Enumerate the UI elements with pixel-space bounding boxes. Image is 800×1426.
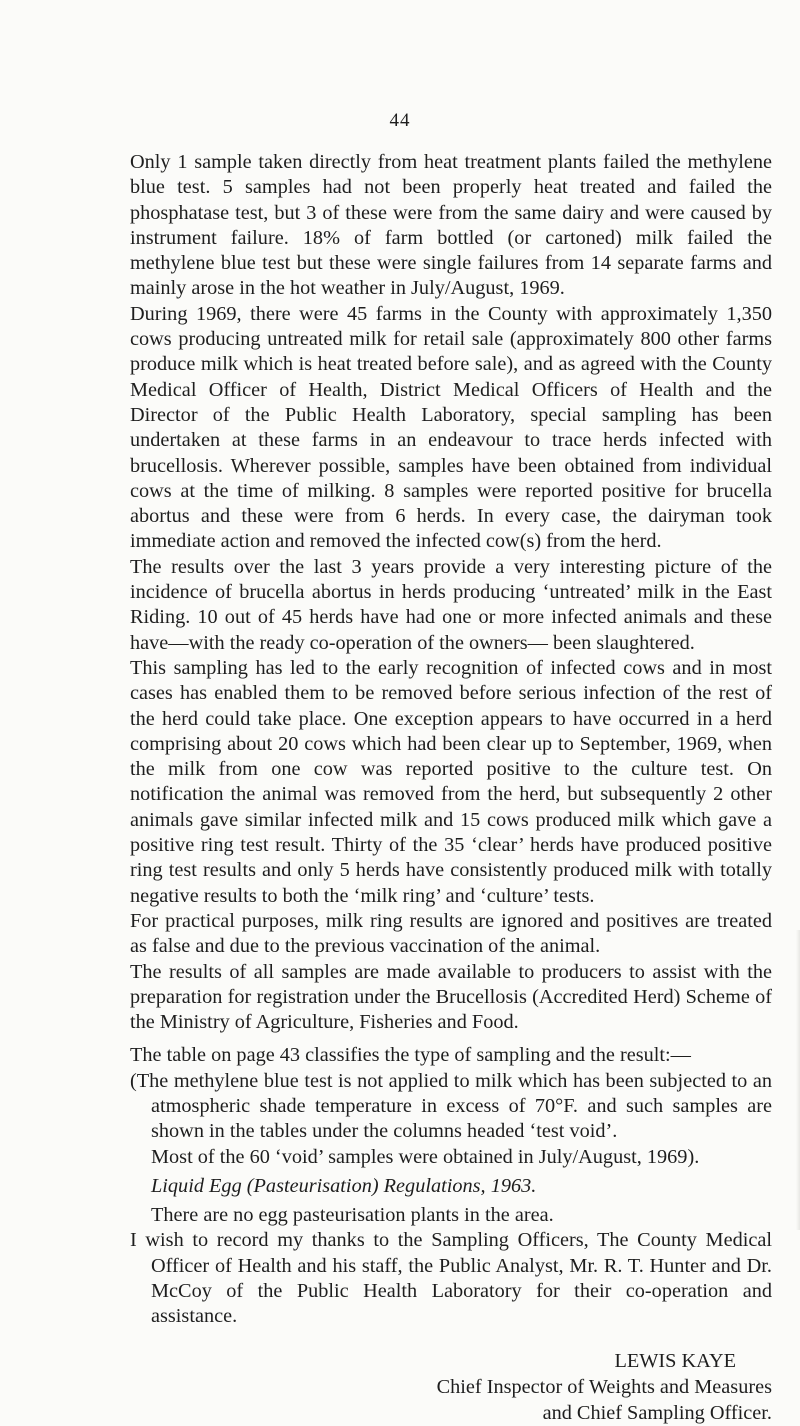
void-note: Most of the 60 ‘void’ samples were obtained in July/August, 1969). [151, 1145, 700, 1168]
signature-title-line1: Chief Inspector of Weights and Measures [436, 1375, 772, 1398]
signature-block [130, 1348, 772, 1426]
paragraph-milk-ring: For practical purposes, milk ring results are ignored and positives are treated as false and due to the previous vaccination of the animal. [130, 909, 772, 958]
liquid-egg-heading: Liquid Egg (Pasteurisation) Regulations, 1963. [151, 1174, 537, 1197]
page-edge-shadow [796, 930, 800, 1230]
table-note: The table on page 43 classifies the type of sampling and the result:— [130, 1044, 691, 1067]
paragraph-accredited-herd: The results of all samples are made available to producers to assist with the preparation for registration under the Brucellosis (Accredited Herd) Scheme of the Ministry of Agriculture, Fisheries and Food. [130, 960, 772, 1034]
paragraph-early-recognition: This sampling has led to the early recognition of infected cows and in most cases has enabled them to be removed before serious infection of the rest of the herd could take place. One exception appears to have occurred in a herd comprising about 20 cows which had been clear up to September, 1969, when the milk from one cow was reported positive to the culture test. On notification the animal was removed from the herd, but subsequently 2 other animals gave similar infected milk and 15 cows produced milk which gave a positive ring test result. Thirty of the 35 ‘clear’ herds have produced positive ring test results and only 5 herds have consistently produced milk with totally negative results to both the ‘milk ring’ and ‘culture’ tests. [130, 656, 772, 907]
page-number: 44 [389, 110, 411, 131]
signature-name: LEWIS KAYE [614, 1349, 736, 1372]
methylene-note: (The methylene blue test is not applied to milk which has been subjected to an atmospheric shade temperature in excess of 70°F. and such samples are shown in the tables under the columns headed ‘test void’. [130, 1069, 772, 1143]
liquid-egg-text: There are no egg pasteurisation plants in the area. [151, 1204, 554, 1227]
signature-title-line2: and Chief Sampling Officer. [542, 1401, 772, 1424]
paragraph-brucellosis-sampling: During 1969, there were 45 farms in the County with approximately 1,350 cows producing untreated milk for retail sale (approximately 800 other farms produce milk which is heat treated before sale), and as agreed with the County Medical Officer of Health, District Medical Officers of Health and the Director of the Public Health Laboratory, special sampling has been undertaken at these farms in an endeavour to trace herds infected with brucellosis. Wherever possible, samples have been obtained from individual cows at the time of milking. 8 samples were reported positive for brucella abortus and these were from 6 herds. In every case, the dairyman took immediate action and removed the infected cow(s) from the herd. [130, 302, 772, 553]
paragraph-three-year-results: The results over the last 3 years provide a very interesting picture of the incidence of brucella abortus in herds producing ‘untreated’ milk in the East Riding. 10 out of 45 herds have had one or more infected animals and these have—with the ready co-operation of the owners— been slaughtered. [130, 555, 772, 654]
thanks-paragraph: I wish to record my thanks to the Sampling Officers, The County Medical Officer of Health and his staff, the Public Analyst, Mr. R. T. Hunter and Dr. McCoy of the Public Health Laboratory for their co-operation and assistance. [130, 1229, 772, 1328]
document-body [130, 150, 772, 1426]
paragraph-heat-treatment: Only 1 sample taken directly from heat treatment plants failed the methylene blue test. 5 samples had not been properly heat treated and failed the phosphatase test, but 3 of these were from the same dairy and were caused by instrument failure. 18% of farm bottled (or cartoned) milk failed the methylene blue test but these were single failures from 14 separate farms and mainly arose in the hot weather in July/August, 1969. [130, 151, 772, 300]
